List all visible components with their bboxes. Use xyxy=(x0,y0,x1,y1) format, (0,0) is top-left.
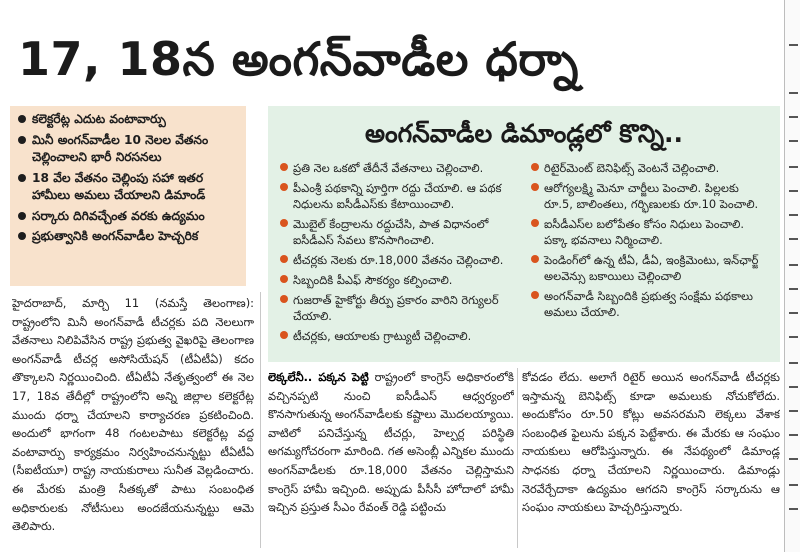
article-column-1: హైదరాబాద్, మార్చి 11 (నమస్తే తెలంగాణ): రాష్ట్రంలోని మినీ అంగన్‌వాడీ టీచర్లకు పది నెలలుగా వేతనాలు నిలిపివేసిన రాష్ట్ర ప్రభుత్వ వైఖరిపై తెలంగాణ అంగన్‌వాడీ టీచర్ల అసోసియేషన్ (టీఏటీఏ) కదం తొక్కాలని నిర్ణయించింది. టీఏటీఏ నేతృత్వంలో ఈ నెల 17, 18వ తేదీల్లో రాష్ట్రంలోని అన్ని జిల్లాల కలెక్టరేట్ల ముందు ధర్నా చేయాలని కార్యాచరణ ప్రకటించింది. అందులో భాగంగా 48 గంటలపాటు కలెక్టరేట్ల వద్ద వంటావార్పు కార్యక్రమం నిర్వహించనున్నట్టు టీఏటీఏ (సీఐటీయూ) రాష్ట్ర నాయకురాలు సునీత వెల్లడించారు. ఈ మేరకు మంత్రి సీతక్కతో పాటు సంబంధిత అధికారులకు నోటీసులు అందజేయనున్నట్టు ఆమె తెలిపారు. xyxy=(12,296,254,534)
demands-right-column xyxy=(529,160,770,348)
highlight-item: 18 వేల వేతనం చెల్లింపు సహా ఇతర హామీలు అమలు చేయాలని డిమాండ్ xyxy=(16,170,240,205)
article-column-2 xyxy=(268,368,514,548)
adjacent-column-edge xyxy=(784,0,800,552)
demands-title: అంగన్‌వాడీల డిమాండ్లలో కొన్ని.. xyxy=(365,119,683,148)
column-divider xyxy=(260,292,261,548)
demand-item: పెండింగ్‌లో ఉన్న టీఏ, డీఏ, ఇంక్రిమెంటు, ఇన్‌ఛార్జ్ అలవెన్సు బకాయిలు చెల్లించాలి xyxy=(529,252,770,284)
article-subheading: లెక్కలేనీ.. పక్కన పెట్టి xyxy=(268,370,369,384)
article-column-2-text: రాష్ట్రంలో కాంగ్రెస్ అధికారంలోకి వచ్చినప్పటి నుంచి ఐసీడీఎస్ ఆధ్వర్యంలో కొనసాగుతున్న అంగన్‌వాడీలకు కష్టాలు మొదలయ్యాయి. వాటిలో పనిచేస్తున్న టీచర్లు, హెల్పర్ల పరిస్థితి అగమ్యగోచరంగా మారింది. గత అసెంబ్లీ ఎన్నికల ముందు అంగన్‌వాడీలకు రూ.18,000 వేతనం చెల్లిస్తామని కాంగ్రెస్ హామీ ఇచ్చింది. అప్పుడు పీసీసీ హోదాలో హామీ ఇచ్చిన ప్రస్తుత సీఎం రేవంత్ రెడ్డి పట్టించు xyxy=(268,370,514,515)
demand-item: గుజరాత్ హైకోర్టు తీర్పు ప్రకారం వారిని రెగ్యులర్ చేయాలి. xyxy=(278,292,519,324)
highlight-item: సర్కారు దిగివచ్చేంత వరకు ఉద్యమం xyxy=(16,208,240,226)
article-column-3: కోవడం లేదు. అలాగే రిటైర్ అయిన అంగన్‌వాడీ టీచర్లకు ఇస్తామన్న బెనిఫిట్స్ కూడా అమలుకు నోచుకోలేదు. అందుకోసం రూ.50 కోట్లు అవసరమని లెక్కలు వేశాక సంబంధిత ఫైలును పక్కన పెట్టేశారు. ఈ మేరకు ఆ సంఘం నాయకులు ఆరోపిస్తున్నారు. ఈ నేపథ్యంలో డిమాండ్ల సాధనకు ధర్నా చేయాలని నిర్ణయించారు. డిమాండ్లు నెరవేర్చేదాకా ఉద్యమం ఆగదని కాంగ్రెస్ సర్కారును ఆ సంఘం నాయకులు హెచ్చరిస్తున్నారు. xyxy=(522,370,780,515)
demand-item: ఆరోగ్యలక్ష్మి మెనూ చార్జీలు పెంచాలి. పిల్లలకు రూ.5, బాలింతలు, గర్భిణులకు రూ.10 పెంచాలి. xyxy=(529,180,770,212)
demands-columns xyxy=(278,160,770,348)
highlight-item: ప్రభుత్వానికి అంగన్‌వాడీల హెచ్చరిక xyxy=(16,228,240,246)
demand-item: సిబ్బందికి పీఎఫ్ సౌకర్యం కల్పించాలి. xyxy=(278,272,519,288)
demand-item: టీచర్లకు, ఆయాలకు గ్రాట్యుటీ చెల్లించాలి. xyxy=(278,328,519,344)
highlight-item: కలెక్టరేట్ల ఎదుట వంటావార్పు xyxy=(16,111,240,129)
demand-item: ఐసీడీఎస్‌ల బలోపేతం కోసం నిధులు పెంచాలి. పక్కా భవనాలు నిర్మించాలి. xyxy=(529,216,770,248)
demands-box xyxy=(268,106,780,362)
demand-item: పీఎంశ్రీ పథకాన్ని పూర్తిగా రద్దు చేయాలి. ఆ పథక నిధులను ఐసీడీఎస్‌కు కేటాయించాలి. xyxy=(278,180,519,212)
demand-item: రిటైర్‌మెంట్ బెనిఫిట్స్ వెంటనే చెల్లించాలి. xyxy=(529,160,770,176)
demand-item: అంగన్‌వాడీ సిబ్బందికి ప్రభుత్వ సంక్షేమ పథకాలు అమలు చేయాలి. xyxy=(529,288,770,320)
column-divider xyxy=(517,368,518,548)
highlight-item: మినీ అంగన్‌వాడీల 10 నెలల వేతనం చెల్లించాలని భారీ నిరసనలు xyxy=(16,132,240,167)
headline: 17, 18న అంగన్‌వాడీల ధర్నా xyxy=(18,32,579,86)
highlights-box xyxy=(10,106,246,286)
demand-item: టీచర్లకు నెలకు రూ.18,000 వేతనం చెల్లించాలి. xyxy=(278,252,519,268)
demand-item: ప్రతి నెల ఒకటో తేదీనే వేతనాలు చెల్లించాలి. xyxy=(278,160,519,176)
demands-left-column xyxy=(278,160,519,348)
demand-item: మొబైల్ కేంద్రాలను రద్దుచేసి, పాత విధానంలో ఐసీడీఎస్ సేవలు కొనసాగించాలి. xyxy=(278,216,519,248)
